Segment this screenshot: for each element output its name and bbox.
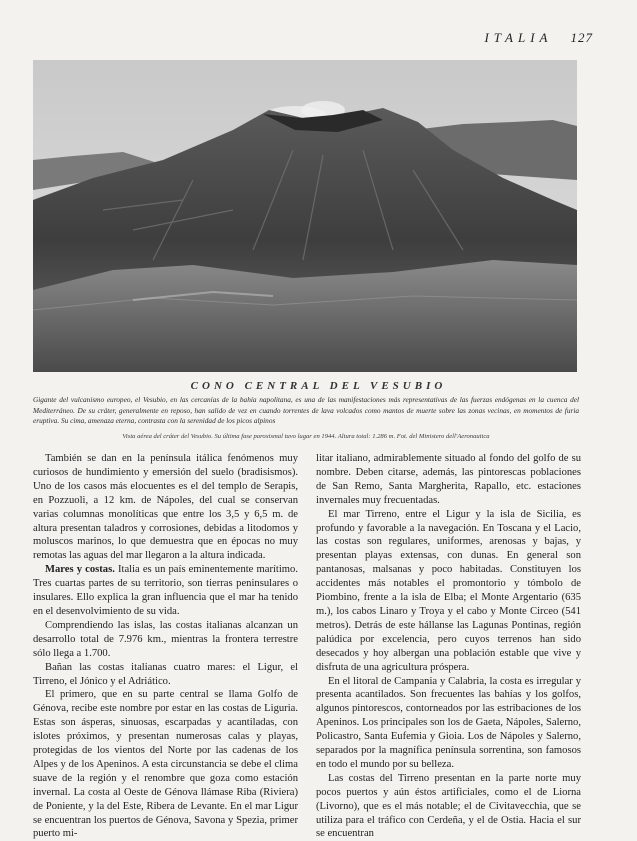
figure-caption: Gigante del vulcanismo europeo, el Vesubio, en las cercanías de la bahía napolitana, es una de las manifestaciones más representativas de las fuerzas endógenas en la cuenca del Mediterráneo. De su cráter, generalmente en reposo, han salido de vez en cuando torrentes de lava volcados como mantos de muerte sobre las zonas vecinas, en momentos de furia eruptiva. Su cima, amenaza eterna, contrasta con la serenidad de los picos alpinos [33, 395, 579, 425]
paragraph [33, 661, 298, 689]
figure-title: CONO CENTRAL DEL VESUBIO [190, 380, 447, 392]
paragraph-text: Las costas del Tirreno presentan en la parte norte muy pocos puertos y aún éstos artificiales, como el de Liorna (Livorno), que es el más notable; el de Civitavecchia, que se utiliza para el tráfico con Cerdeña, y el de Ostia. Hacia el sur se encuentran [316, 772, 581, 840]
left-column [33, 452, 298, 840]
paragraph [316, 675, 581, 772]
paragraph-text: El primero, que en su parte central se llama Golfo de Génova, recibe este nombre por estar en las costas de Liguria. Estas son ásperas, sinuosas, escarpadas y acantiladas, con islotes próximos, y presentan numerosas calas y playas, protegidas de los vientos del Norte por las cadenas de los Alpes y de los Apeninos. A esta circunstancia se debe el clima suave de la región y el renombre que goza como estación invernal. La costa al Oeste de Génova llámase Riba (Riviera) de Poniente, y la del Este, Ribera de Levante. En el mar Ligur se encuentran los puertos de Génova, Savona y Spezia, primer puerto mi- [33, 689, 298, 840]
right-column [316, 452, 581, 840]
paragraph-text: Bañan las costas italianas cuatro mares: el Ligur, el Tirreno, el Jónico y el Adriático. [33, 661, 298, 687]
volcano-illustration [33, 60, 577, 372]
paragraph [316, 452, 581, 508]
paragraph [33, 452, 298, 563]
paragraph-text: Italia es un país eminentemente marítimo. Tres cuartas partes de su territorio, son tierras peninsulares o insulares. Ello explica la gran influencia que el mar ha tenido en el desenvolvimiento de su vida. [33, 564, 298, 617]
paragraph-text: litar italiano, admirablemente situado al fondo del golfo de su nombre. Deben citarse, además, las pintorescas poblaciones de San Remo, Santa Margherita, Rapallo, etc. estaciones invernales muy frecuentadas. [316, 453, 581, 506]
paragraph [316, 508, 581, 675]
section-title: ITALIA [484, 30, 553, 45]
photo-credit: Vista aérea del cráter del Vesubio. Su última fase paroxismal tuvo lugar en 1944. Altura total: 1.286 m. Fot. del Ministero dell'Aeronautica [122, 433, 490, 440]
paragraph [316, 772, 581, 841]
page-number: 127 [570, 30, 593, 45]
paragraph-text: También se dan en la península itálica fenómenos muy curiosos de hundimiento y emersión del suelo (bradisismos). Uno de los casos más elocuentes es el del templo de Serapis, en Pozzuoli, a 12 km. de Nápoles, del cual se conservan varias columnas monolíticas que entre los 3,5 y 6,5 m. de altura presentan taladros y corrosiones, debidas a litodomos y moluscos marinos, lo que demuestra que en épocas no muy remotas las aguas del mar llegaron a la altura indicada. [33, 453, 298, 562]
paragraph [33, 563, 298, 619]
paragraph [33, 619, 298, 661]
body-text [33, 452, 581, 840]
paragraph [33, 688, 298, 841]
section-heading: Mares y costas. [45, 564, 115, 576]
vesuvius-photo [33, 60, 577, 372]
paragraph-text: Comprendiendo las islas, las costas italianas alcanzan un desarrollo total de 7.976 km., mientras la frontera terrestre sólo llega a 1.700. [33, 619, 298, 659]
running-head [484, 30, 593, 46]
paragraph-text: El mar Tirreno, entre el Ligur y la isla de Sicilia, es profundo y favorable a la navegación. En Toscana y el Lacio, las costas son regulares, uniformes, arenosas y bajas, y presentan playas extensas, con dunas. En general son pantanosas, malsanas y poco habitadas. Constituyen los accidentes más notables el promontorio y tómbolo de Piombino, frente a la isla de Elba; el Monte Argentario (635 m.), los cabos Linaro y Troya y el cabo y Monte Circeo (541 metros). Detrás de este hállanse las Lagunas Pontinas, región palúdica por excelencia, pero cuyos terrenos han sido desecados y hoy albergan una población estable que vive y disfruta de una agricultura próspera. [316, 508, 581, 673]
paragraph-text: En el litoral de Campania y Calabria, la costa es irregular y presenta acantilados. Son frecuentes las bahías y los golfos, algunos pintorescos, contorneados por las estribaciones de los Apeninos. Los principales son los de Gaeta, Nápoles, Salerno, Policastro, Santa Eufemia y Gioia. Los de Nápoles y Salerno, separados por la magnífica península sorrentina, son famosos en todo el mundo por su belleza. [316, 675, 581, 770]
